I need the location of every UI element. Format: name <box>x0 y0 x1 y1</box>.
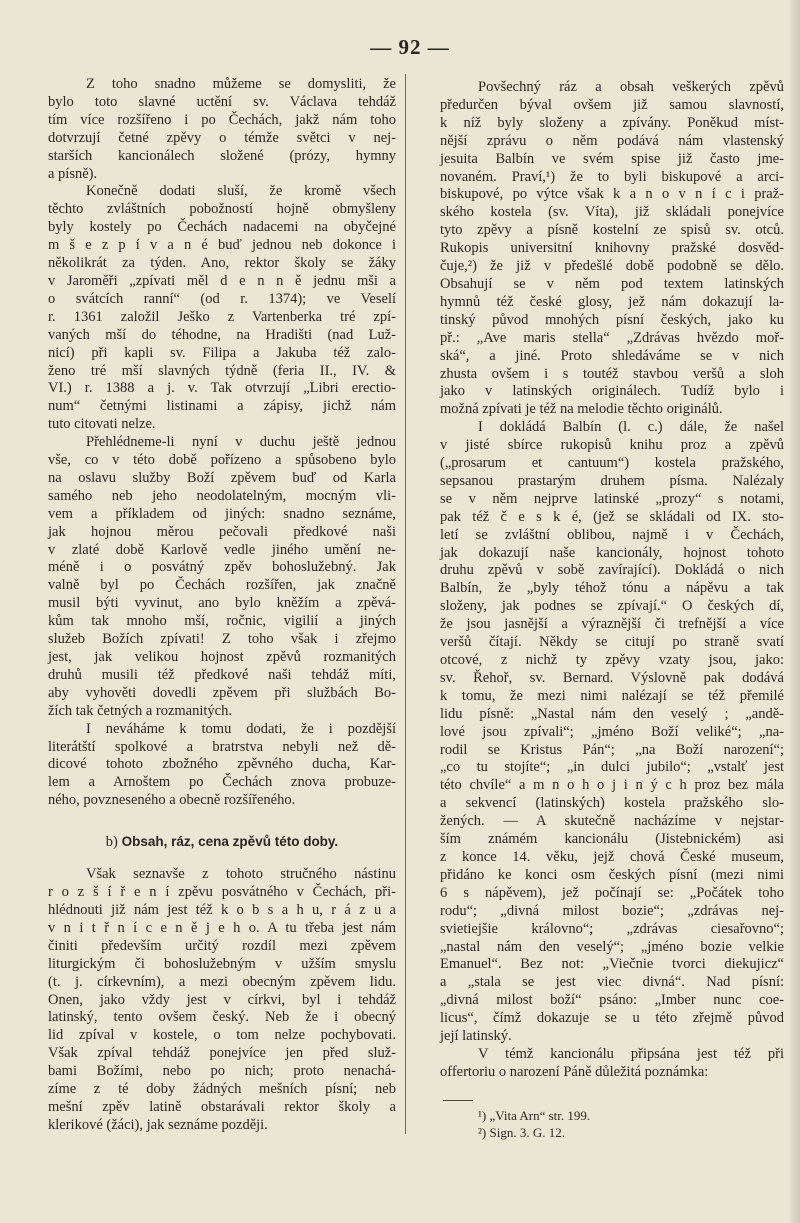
text-line: liturgickým či bohoslužebným v užším smyslu <box>48 955 396 972</box>
section-heading-text: Obsah, ráz, cena zpěvů této doby. <box>121 834 339 850</box>
text-line: Onen, jako vždy jest v církvi, byl i tehdáž <box>48 991 396 1008</box>
text-line: pak též č e s k é, (jež se skládali od IX. sto- <box>440 508 784 525</box>
text-line: několikrát za týden. Ano, rektor školy se žáky <box>48 255 396 272</box>
text-line: k tomu, že mezi nimi nalézají se též přemilé <box>440 687 784 704</box>
column-divider <box>405 74 406 1134</box>
text-line: jesuita Balbín ve svém spise již často jme- <box>440 150 784 167</box>
text-line: z konce 14. věku, jejž chová České museum, <box>440 848 784 865</box>
footnote-rule <box>443 1100 473 1101</box>
text-line: lem a Arnoštem po Čechách znova probuze- <box>48 774 396 791</box>
text-line: a sekvencí (latinských) kostela pražského slo- <box>440 795 784 812</box>
text-line: kům tak mnoho mší, ročnic, vigilií a jiných <box>48 613 396 630</box>
paragraph <box>48 76 396 183</box>
footnotes <box>440 1107 784 1141</box>
text-line: Z toho snadno můžeme se domysliti, že <box>86 76 396 92</box>
page-edge-shadow <box>790 0 800 1223</box>
text-line: mešní zpěv latině obstarávali rektor školy a <box>48 1098 396 1115</box>
text-line: bami Božími, nebo po nich; proto nenachá- <box>48 1063 396 1080</box>
text-line: o svátcích ranní“ (od r. 1374); ve Veselí <box>48 290 396 307</box>
paragraph <box>48 866 396 1135</box>
text-line: licus“, čímž dokazuje se u této zřejmě původ <box>440 1010 784 1027</box>
text-line: ská“, a jiné. Proto shledáváme se v nich <box>440 347 784 364</box>
text-line: na oslavu služby Boží zpěvem buď od Karla <box>48 469 396 486</box>
text-line: byly kostely po Čechách nadacemi na obyčejné <box>48 219 396 236</box>
page-number: — 92 — <box>370 35 450 59</box>
text-line: dicové tohoto zbožného zpěvného ducha, Kar- <box>48 756 396 773</box>
text-line: I neváháme k tomu dodati, že i pozdější <box>86 720 396 737</box>
text-line: V témž kancionálu připsána jest též při <box>478 1045 784 1062</box>
footnote-2: ²) Sign. 3. G. 12. <box>478 1124 565 1140</box>
text-line: tím více rozšířeno i po Čechách, jakž nám toho <box>48 111 396 128</box>
text-line: „nastal nám den veselý“; „jméno bozie velkie <box>440 938 784 955</box>
text-line: valně byl po Čechách rozšířen, jak značně <box>48 577 396 594</box>
left-column-wrapper <box>48 76 396 1135</box>
text-line: num“ četnými listinami a zápisy, jichž nám <box>48 398 396 415</box>
text-line: biskupové, po výtce však k a n o v n í c i praž- <box>440 186 784 203</box>
text-line: VI.) r. 1388 a j. v. Tak otvrzují „Libri erectio- <box>48 380 396 397</box>
text-line: v n i t ř n í c e n ě j e h o. A tu třeba jest nám <box>48 919 396 936</box>
text-line: se v něm nejprve latinské „prozy“ s notami, <box>440 490 784 507</box>
text-line: sepsanou prastarým druhem písma. Nalézaly <box>440 472 784 489</box>
footnote-1: ¹) „Vita Arn“ str. 199. <box>478 1107 591 1123</box>
text-line: sv. Řehoř, sv. Bernard. Výslovně pak dodává <box>440 669 784 686</box>
text-line: předurčen býval ovšem již samou slavností, <box>440 96 784 113</box>
paragraph <box>440 79 784 419</box>
text-line: (t. j. církevním), a mezi obecným zpěvem lidu. <box>48 973 396 990</box>
text-line: Však seznavše z tohoto stručného nástinu <box>86 866 396 883</box>
text-line: druhů musili též předkové naši tehdáž míti, <box>48 666 396 683</box>
text-line: „co tu stojíte“; „in dulci jubilo“; „vstalť jest <box>440 759 784 776</box>
text-line: Obsahují se v něm pod textem latinských <box>440 275 784 292</box>
text-line: Však zpíval tehdáž ponejvíce jen před služ- <box>48 1045 396 1062</box>
text-line: jak hojnou měrou pečovali předkové naši <box>48 523 396 540</box>
text-line: tuto citovati nelze. <box>48 416 156 433</box>
text-line: Povšechný ráz a obsah veškerých zpěvů <box>478 79 784 95</box>
text-line: vaných mší do téhodne, na Hradišti (nad Luž- <box>48 326 396 343</box>
text-line: nější zprávu o něm podává nám vlastenský <box>440 132 784 149</box>
text-line: př.: „Ave maris stella“ „Zdrávas hvězdo moř- <box>440 329 784 346</box>
text-line: k níž byly složeny a zpívány. Poněkud míst- <box>440 114 784 131</box>
text-line: a písně). <box>48 165 98 182</box>
text-line: Přehlédneme-li nyní v duchu ještě jednou <box>86 434 396 451</box>
text-line: její latinský. <box>440 1028 512 1045</box>
text-line: zíme z té doby žádných mešních písní; neb <box>48 1081 396 1098</box>
left-column <box>48 76 396 810</box>
text-line: offertoriu o narození Páně důležitá poznámka: <box>440 1063 709 1080</box>
text-line: aby vyhověti dovedli zpěvem při službách Bo- <box>48 684 396 701</box>
right-column <box>440 79 784 1082</box>
text-line: jest, jak velikou hojnost zpěvů rozmanitých <box>48 649 396 665</box>
text-line: této chvíle“ a m n o h o j i n ý c h proz bez mála <box>440 777 784 794</box>
text-line: lidu písně: „Nastal nám den veselý ; „andě- <box>440 705 784 722</box>
text-line: 6 s nápěvem), jež počínají se: „Počátek toho <box>440 884 784 901</box>
text-line: klerikové (žáci), jak seznáme později. <box>48 1116 268 1133</box>
text-line: samého neb jeho neodolatelným, mocným vli- <box>48 487 396 504</box>
text-line: v jisté sbírce rukopisů knihu proz a zpěvů <box>440 437 784 454</box>
text-line: tinský původ mnohých písní českých, jako ku <box>440 311 784 328</box>
paragraph <box>440 419 784 1046</box>
text-line: hlédnouti již nám jest též k o b s a h u, r á z u a <box>48 901 396 918</box>
section-heading-prefix: b) <box>105 834 118 851</box>
text-line: možná zpívati je též na melodie těchto originálů. <box>440 401 723 418</box>
text-line: těchto zvláštních pobožností hojně obmyšleny <box>48 201 396 218</box>
text-line: rodu“; „divná milost bozie“; „zdrávas nej- <box>440 902 784 919</box>
text-line: bylo toto slavné uctění sv. Václava tehdáž <box>48 93 396 110</box>
paragraph <box>440 1046 784 1082</box>
section-heading <box>48 832 396 852</box>
text-line: v zlaté době Karlově vedle jiného umění ne- <box>48 541 396 558</box>
text-line: Balbín, že „byly téhož tónu a nápěvu a tak <box>440 580 784 597</box>
text-line: musil býti vyvinut, ano bylo kněžím a zpěvá- <box>48 595 396 612</box>
text-line: služeb Božích zpívati! Z toho však i zřejmo <box>48 631 396 648</box>
text-line: že jsou jasnější a výraznější či trefnější a více <box>440 616 784 633</box>
text-line: přidáno ke konci osm českých písní (mezi nimi <box>440 866 784 883</box>
text-line: složeny, jak podnes se zpívají.“ O českých dí, <box>440 598 784 615</box>
text-line: tyto zpěvy a písně kostelní ze spisů sv. otců. <box>440 222 784 239</box>
text-line: jako v latinských originálech. Tudíž bylo i <box>440 383 784 400</box>
text-line: žích tak četných a rozmanitých. <box>48 702 232 719</box>
text-line: r. 1361 založil Ješko z Vartenberka tré zpí- <box>48 308 396 325</box>
text-line: ženo tré mší slavných týdně (feria II., IV. & <box>48 362 396 379</box>
text-line: vem a příkladem od jiných: snadno seznáme, <box>48 505 396 522</box>
text-line: latinský, tento ovšem český. Neb že i obecný <box>48 1009 396 1026</box>
text-line: ského kostela (sv. Víta), již skládali ponejvíce <box>440 204 784 221</box>
text-line: činiti především určitý rozdíl mezi zpěvem <box>48 937 396 954</box>
text-line: jak dokazují naše kancionály, hojnost tohoto <box>440 544 784 561</box>
text-line: („prosarum et cantuum“) kostela pražského, <box>440 455 784 472</box>
text-line: starších kancionálech složené (prózy, hymny <box>48 147 396 164</box>
text-line: r o z š í ř e n í zpěvu posvátného v Čechách, při- <box>48 884 396 901</box>
text-line: I dokládá Balbín (l. c.) dále, že našel <box>478 419 784 436</box>
text-line: rodil se Kristus Pán“; „na Boží narození“; <box>440 741 784 758</box>
text-line: a „stala se jest viec divná“. Nad písní: <box>440 974 784 991</box>
text-line: druhu zpěvů v sobě zavírající). Dokládá o nich <box>440 562 784 579</box>
paragraph <box>48 721 396 811</box>
right-column-wrapper <box>440 79 784 1141</box>
text-line: Konečně dodati sluší, že kromě všech <box>86 183 396 200</box>
text-line: lové jsou zpívali“; „jméno Boží veliké“; „na- <box>440 723 784 740</box>
text-line: nicí) při kapli sv. Filipa a Jakuba též zalo- <box>48 344 396 361</box>
text-line: čuje,²) že již v předešlé době podobně se dělo. <box>440 258 784 275</box>
text-line: v Jaroměři „zpívati měl d e n n ě jednu mši a <box>48 272 396 289</box>
text-line: vše, co v této době pořízeno a spůsobeno bylo <box>48 452 396 469</box>
text-line: letí se zvláštní oblibou, najmě i v Čechách, <box>440 526 784 543</box>
text-line: „divná milost boží“ psáno: „Imber nunc coe- <box>440 992 784 1009</box>
text-line: hymnů též české glosy, jež nám dokazují la- <box>440 293 784 310</box>
text-line: žených. — A skutečně nacházíme v nejstar- <box>440 813 784 830</box>
text-line: veršů čítají. Někdy se citují po straně svatí <box>440 634 784 651</box>
text-line: dotvrzují četné zpěvy o témže světci v nej- <box>48 129 396 146</box>
text-line: otcové, z nichž ty zpěvy vzaty jsou, jako: <box>440 652 784 668</box>
paragraph <box>48 183 396 434</box>
text-line: Emanuel“. Bez not: „Viečnie tvorci diekujicz“ <box>440 956 784 973</box>
paragraph <box>48 434 396 721</box>
text-line: literátští spolkové a bratrstva nebyli než dě- <box>48 738 396 755</box>
text-line: ného, povzneseného a obecně rozšířeného. <box>48 792 296 809</box>
left-column-after-heading <box>48 866 396 1135</box>
text-line: svietiejšie královno“; „zdrávas ciesařovno“; <box>440 920 784 937</box>
text-line: ším známém kancionálu (Jistebnickém) asi <box>440 831 784 848</box>
text-line: novaném. Praví,¹) že to byli biskupové a arci- <box>440 168 784 185</box>
text-line: m š e z p í v a n é buď jednou neb dokonce i <box>48 237 396 254</box>
text-line: lid zpíval v kostele, o tom nelze pochybovati. <box>48 1027 396 1044</box>
text-line: méně i o posvátný zpěv bohoslužebný. Jak <box>48 559 396 576</box>
text-line: Rukopis universitní knihovny pražské dosvěd- <box>440 240 784 257</box>
text-line: zhusta ovšem i s toutéž stavbou veršů a sloh <box>440 365 784 382</box>
